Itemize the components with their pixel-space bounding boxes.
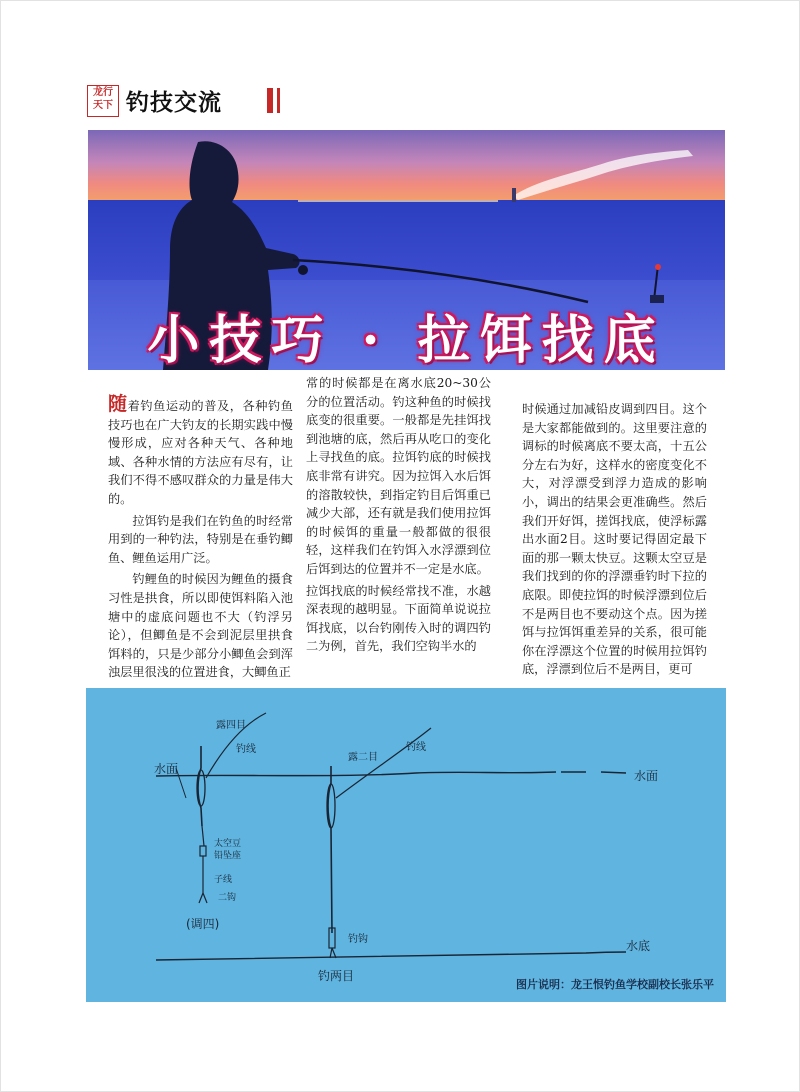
article-column-2 [306, 374, 491, 659]
label-line-right: 钓线 [406, 742, 426, 753]
label-caption-left: (调四) [186, 917, 220, 931]
article-column-3 [522, 400, 707, 682]
logo-line-1: 龙 [93, 87, 103, 98]
hero-title: 小技巧 · 拉饵找底 [147, 310, 666, 370]
paragraph-2: 拉饵钓是我们在钓鱼的时经常用到的一种钓法，特别是在垂钓鲫鱼、鲤鱼运用广泛。 [108, 513, 293, 565]
label-sinker: 铅坠座 [214, 851, 242, 861]
section-logo [87, 85, 119, 117]
label-water-right: 水面 [634, 769, 659, 783]
label-hooks-bottom: 钓钩 [348, 934, 368, 945]
section-title: 钓技交流 [126, 90, 222, 116]
drop-cap: 随 [108, 393, 128, 415]
label-caption-right: 钓两目 [318, 969, 355, 983]
label-bottom: 水底 [626, 939, 651, 953]
logo-line-3: 天 [93, 100, 103, 111]
paragraph-intro-text: 着钓鱼运动的普及，各种钓鱼技巧也在广大钓友的长期实践中慢慢形成，应对各种天气、各种地域、各种水情的方法应有尽有，让我们不得不感叹群众的力量是伟大的。 [108, 399, 293, 506]
label-sub-line: 子线 [214, 875, 233, 885]
paragraph-3: 钓鲤鱼的时候因为鲤鱼的摄食习性是拱食，所以即使饵料陷入池塘中的虚底问题也不大（钓浮另论），但鲫鱼是不会到泥层里拱食饵料的，只是少部分小鲫鱼会到浑浊层里很浅的位置进食，大鲫鱼正 [108, 572, 293, 680]
label-water-left: 水面 [154, 762, 179, 776]
label-line-left: 钓线 [236, 744, 256, 755]
label-float-top-right: 露二目 [348, 752, 378, 763]
logo-line-2: 行 [103, 87, 113, 98]
paragraph-5: 拉饵找底的时候经常找不准，水越深表现的越明显。下面简单说说拉饵找底，以台钓刚传入时的调四钓二为例，首先，我们空钩半水的 [306, 583, 491, 654]
paragraph-intro [108, 395, 293, 509]
label-beans: 太空豆 [214, 839, 242, 849]
label-hook-bait: 二钩 [218, 893, 237, 903]
title-accent-bar-thin [277, 88, 280, 113]
float-diagram [86, 688, 726, 1002]
diagram-drawing [86, 688, 726, 1002]
image-credit: 图片说明：龙王恨钓鱼学校副校长张乐平 [516, 978, 714, 991]
paragraph-4: 常的时候都是在离水底20~30公分的位置活动。钓这种鱼的时候找底变的很重要。一般都是先挂饵找到池塘的底，然后再从吃口的变化上寻找鱼的底。拉饵钓底的时候找底非常有讲究。因为拉饵入水后饵的溶散较快，到指定钓目后饵重已减少大部，还有就是我们使用拉饵的时候饵的重量一般都做的很很轻，这样我们在钓饵入水浮漂到位后饵到达的位置并不一定是水底。 [306, 376, 491, 576]
title-accent-bar [267, 88, 273, 113]
label-float-top-left: 露四目 [216, 720, 246, 731]
paragraph-6: 时候通过加减铅皮调到四目。这个是大家都能做到的。这里要注意的调标的时候离底不要太高，十五公分左右为好，这样水的密度变化不大，对浮漂受到浮力造成的影响小，调出的结果会更准确些。然后我们开好饵，搓饵找底，使浮标露出水面2目。这时要记得固定最下面的那一颗太快豆。这颗太空豆是我们找到的你的浮漂垂钓时下拉的底限。即使拉饵的时候浮漂到位后不是两目也不要动这个点。因为搓饵与拉饵饵重差异的关系，很可能你在浮漂这个位置的时候用拉饵钓底，浮漂到位后不是两目，更可 [522, 402, 707, 677]
hero-photo [88, 130, 725, 370]
article-column-1 [108, 395, 293, 685]
logo-line-4: 下 [103, 100, 113, 111]
